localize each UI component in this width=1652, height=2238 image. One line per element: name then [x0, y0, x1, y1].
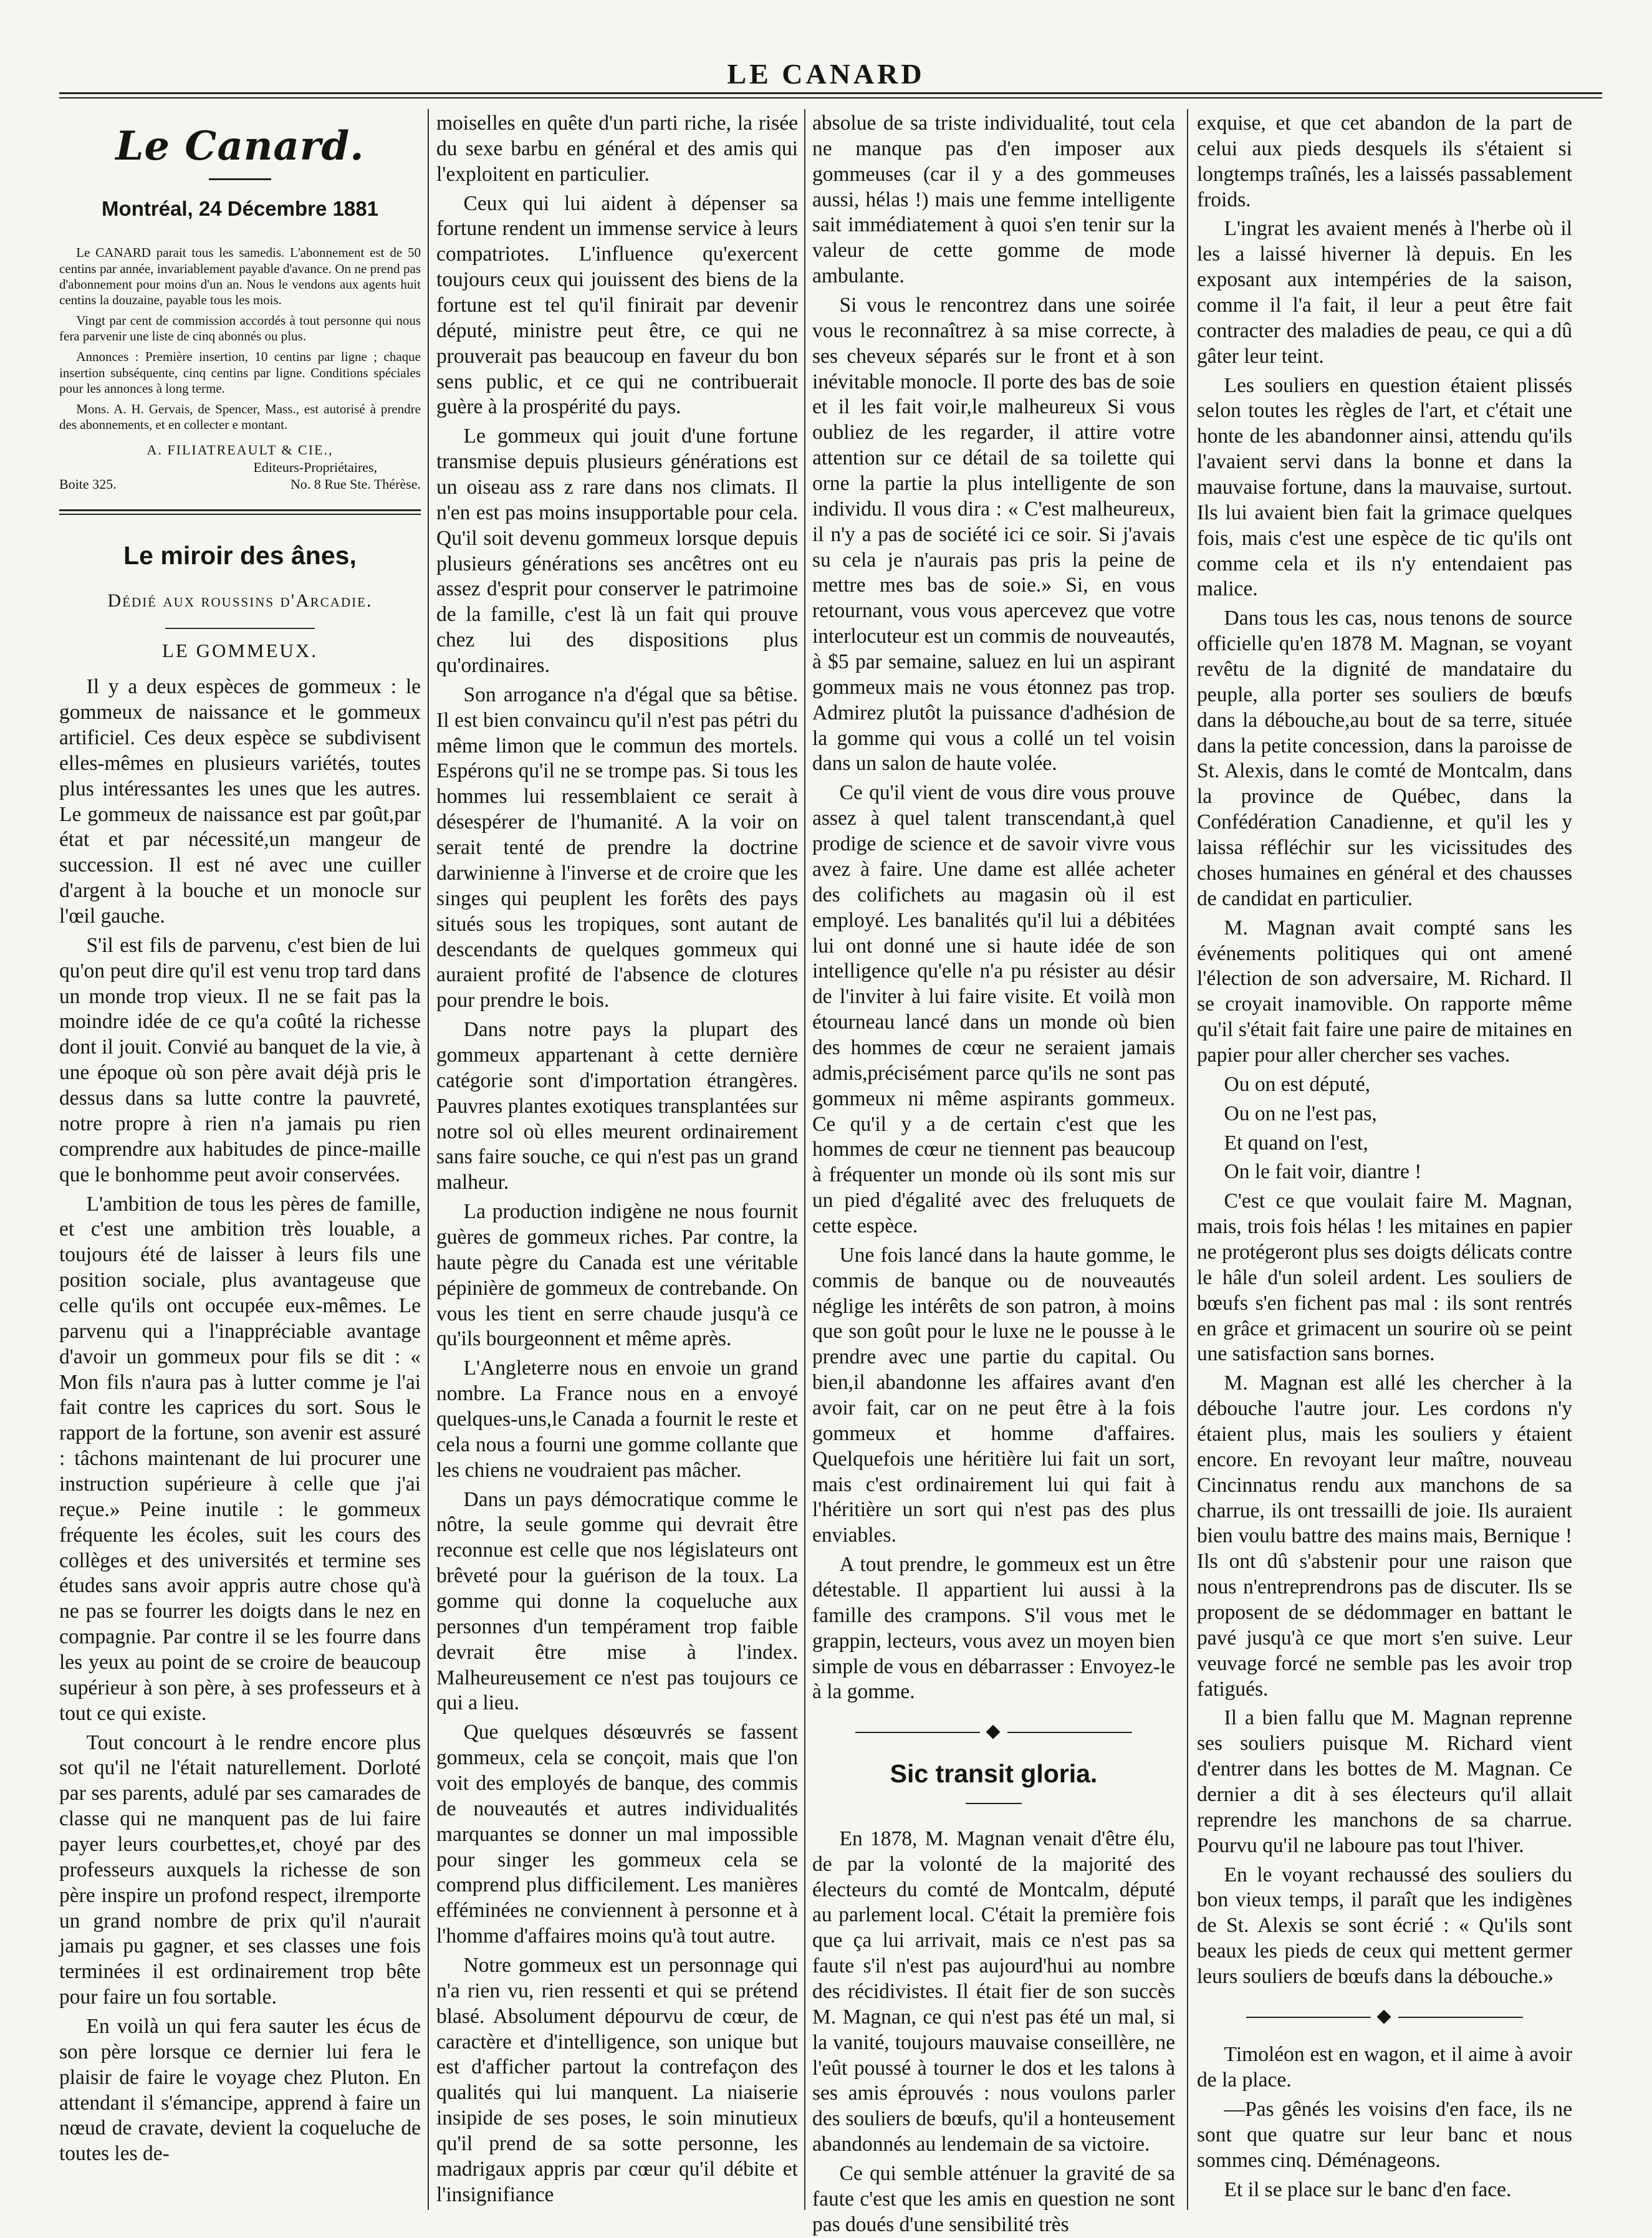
- subscription-paragraph: Mons. A. H. Gervais, de Spencer, Mass., est autorisé à prendre des abonnements, et en collecter e montant.: [59, 401, 421, 433]
- title-rule: [966, 1803, 1022, 1804]
- column-divider: [428, 109, 429, 2210]
- article-paragraph: moiselles en quête d'un parti riche, la risée du sexe barbu en général et des amis qui l'exploitent en particulier.: [436, 112, 798, 186]
- article-paragraph: —Pas gênés les voisins d'en face, ils ne sont que quatre sur leur banc et nous sommes cinq. Déménageons.: [1197, 2098, 1572, 2172]
- article-paragraph: Si vous le rencontrez dans une soirée vous le reconnaîtrez à sa mise correcte, à ses cheveux séparés sur le front et à son inévitable monocle. Il porte des bas de soie et il les fait voir,le malheureux Si vous oubliez de les regarder, il attire votre attention sur ce détail de sa toilette qui orne la partie la plus intelligente de son individu. Il vous dira : « C'est malheureux, il n'y a pas de société ici ce soir. Si j'avais su cela je n'aurais pas pris la peine de mettre mes bas de soie.» Si, en vous retournant, vous vous apercevez que votre interlocuteur est un commis de nouveautés, à $5 par semaine, saluez en lui un aspirant gommeux mais ne vous étonnez pas trop. Admirez plutôt la puissance d'adhésion de la gomme qui vous a collé un tel voisin dans un salon de haute volée.: [812, 294, 1175, 776]
- verse-line: Ou on ne l'est pas,: [1224, 1102, 1377, 1125]
- article-paragraph: A tout prendre, le gommeux est un être détestable. Il appartient lui aussi à la famille des crampons. S'il vous met le grappin, lecteurs, vous avez un moyen bien simple de vous en débarrasser : Envoyez-le à la gomme.: [812, 1553, 1175, 1704]
- article-paragraph: L'ingrat les avaient menés à l'herbe où il les a laissé hiverner là depuis. En les exposant aux intempéries de la saison, comme il l'a fait, il leur a peut être fait contracter des maladies de peau, ce qui a dû gâter leur teint.: [1197, 217, 1572, 368]
- article-paragraph: Son arrogance n'a d'égal que sa bêtise. Il est bien convaincu qu'il n'est pas pétri du même limon que le commun des mortels. Espérons qu'il ne se trompe pas. Si tous les hommes lui ressemblaient ce serait à désespérer de l'humanité. A la voir on serait tenté de prendre la doctrine darwinienne à l'inverse et de croire que les singes qui peuplent les forêts des pays situés sous les tropiques, sont autant de descendants de quelques gommeux qui auraient profité de l'absence de clotures pour prendre le bois.: [436, 683, 798, 1012]
- subscription-paragraph: Le CANARD parait tous les samedis. L'abonnement est de 50 centins par année, invariablement payable d'avance. On ne prend pas d'abonnement pour moins d'un an. Nous le vendons aux agents huit centins la douzaine, payable tous les mois.: [59, 245, 421, 307]
- article-paragraph: Notre gommeux est un personnage qui n'a rien vu, rien ressenti et qui se prétend blasé. Absolument dépourvu de cœur, de caractère et d'intelligence, son unique but est d'afficher partout la contrefaçon des qualités qui lui manquent. La niaiserie insipide de ses poses, le soin minutieux qu'il prend de sa sotte personne, les madrigaux appris par cœur qu'il débite et l'insignifiance: [436, 1954, 798, 2206]
- header-rule: [59, 97, 1602, 98]
- subscription-paragraph: Annonces : Première insertion, 10 centins par ligne ; chaque insertion subséquente, cinq centins par ligne. Conditions spéciales pour les annonces à long terme.: [59, 349, 421, 396]
- column-3: [812, 111, 1175, 2236]
- masthead: Le Canard.: [115, 123, 365, 170]
- column-1: [59, 111, 421, 2206]
- article-paragraph: L'Angleterre nous en envoie un grand nombre. La France nous en a envoyé quelques-uns,le Canada a fournit le reste et cela nous a fourni une gomme collante que les chiens ne voudraient pas mâcher.: [436, 1357, 798, 1482]
- article-paragraph: Que quelques désœuvrés se fassent gommeux, cela se conçoit, mais que l'on voit des employés de banque, des commis de nouveautés et autres individualités marquantes se donner un mal impossible pour singer les gommeux cela se comprend plus difficilement. Les manières efféminées ne conviennent à personne et à l'homme d'affaires moins qu'à tout autre.: [436, 1721, 798, 1948]
- article-dedication: Dédié aux roussins d'Arcadie.: [107, 590, 373, 611]
- running-head: LE CANARD: [727, 58, 925, 90]
- article-paragraph: Ceux qui lui aident à dépenser sa fortune rendent un immense service à leurs compatriotes. L'influence qu'exercent toujours ceux qui jouissent des biens de la fortune est tel qu'il finirait par devenir député, ministre peut être, ce qui ne prouverait pas beaucoup en faveur du bon sens public, et ce qui ne contribuerait guère à la prospérité du pays.: [436, 191, 798, 419]
- article-paragraph: S'il est fils de parvenu, c'est bien de lui qu'on peut dire qu'il est venu trop tard dans un monde trop vieux. Il ne se fait pas la moindre idée de ce qu'a coûté la richesse dont il jouit. Convié au banquet de la vie, à une époque où son père avait déjà pris le dessus dans sa lutte contre la pauvreté, notre propre à rien n'a jamais pu rien comprendre aux habitudes de pince-maille que le bonhomme peut avoir conservées.: [59, 933, 421, 1186]
- article-paragraph: En le voyant rechaussé des souliers du bon vieux temps, il paraît que les indigènes de St. Alexis se sont écrié : « Qu'ils sont beaux les pieds de ceux qui mettent germer leurs souliers de bœufs dans la débouche.»: [1197, 1863, 1572, 1989]
- subscription-notice: [59, 245, 421, 433]
- article-title: Sic transit gloria.: [890, 1759, 1098, 1788]
- article-title: Le miroir des ânes,: [123, 540, 357, 570]
- subscription-paragraph: Vingt par cent de commission accordés à tout personne qui nous fera parvenir une liste de cinq abonnés ou plus.: [59, 313, 421, 344]
- dateline: Montréal, 24 Décembre 1881: [102, 197, 378, 221]
- article-paragraph: L'ambition de tous les pères de famille, et c'est une ambition très louable, a toujours été de laisser à leurs fils une position sociale, plus avantageuse que celle qu'ils ont occupée eux-mêmes. Le parvenu qui a l'inappréciable avantage d'avoir un gommeux pour fils se dit : « Mon fils n'aura pas à lutter comme je l'ai fait contre les caprices du sort. Sous le rapport de la fortune, son avenir est assuré : tâchons maintenant de lui procurer une instruction supérieure à celle que j'ai reçue.» Peine inutile : le gommeux fréquente les écoles, suit les cours des collèges et des universités et termine ses études sans avoir appris autre chose qu'à ne pas se fourrer les doigts dans le nez en compagnie. Par contre il se les fourre dans les yeux au point de se croire de beaucoup supérieur à son père, à ses professeurs et à tout ce qui existe.: [59, 1192, 421, 1725]
- section-divider: [59, 509, 421, 515]
- publisher-name: A. FILIATREAULT & CIE.,: [146, 442, 334, 458]
- article-paragraph: Le gommeux qui jouit d'une fortune transmise depuis plusieurs générations est un oiseau ass z rare dans nos climats. Il n'en est pas moins insupportable pour cela. Qu'il soit devenu gommeux lorsque depuis plusieurs générations ses ancêtres ont eu assez d'esprit pour conserver le patrimoine de la famille, c'est là un fait qui prouve chez lui des dispositions plus qu'ordinaires.: [436, 425, 798, 678]
- verse-line: On le fait voir, diantre !: [1224, 1160, 1422, 1184]
- article-paragraph: Une fois lancé dans la haute gomme, le commis de banque ou de nouveautés néglige les intérêts de son patron, à moins que son goût pour le luxe ne le pousse à le prendre avec une partie du capital. Ou bien,il abandonne les affaires avant d'en avoir fait, car on ne peut être à la fois gommeux et homme d'affaires. Quelquefois une héritière lui fait un sort, mais c'est ordinairement lui qui fait à l'héritière un sort qui n'est pas des plus enviables.: [812, 1243, 1175, 1547]
- publisher-title: Editeurs-Propriétaires,: [253, 459, 377, 475]
- article-paragraph: Il y a deux espèces de gommeux : le gommeux de naissance et le gommeux artificiel. Ces deux espèce se subdivisent elles-mêmes en plusieurs variétés, toutes plus intéressantes les unes que les autres. Le gommeux de naissance est par goût,par état et par nécessité,un mangeur de succession. Il est né avec une cuiller d'argent à la bouche et un monocle sur l'œil gauche.: [59, 675, 421, 928]
- publisher-block: [59, 441, 421, 493]
- ornament-divider: ◆: [1197, 2005, 1572, 2028]
- ornament-divider: ◆: [812, 1720, 1175, 1743]
- article-paragraph: M. Magnan avait compté sans les événements politiques qui ont amené l'élection de son adversaire, M. Richard. Il se croyait inamovible. On rapporte même qu'il s'était fait faire une paire de mitaines en papier pour aller chercher ses vaches.: [1197, 916, 1572, 1067]
- column-4: [1197, 111, 1572, 2206]
- article-paragraph: Les souliers en question étaient plissés selon toutes les règles de l'art, et c'était une honte de les abandonner ainsi, attendu qu'ils l'avaient servi dans la bonne et dans la mauvaise fortune, dans la mauvaise, surtout. Ils lui avaient bien fait la grimace quelques fois, mais c'est une espèce de tic qu'ils ont comme cela et ils n'y entendaient pas malice.: [1197, 373, 1572, 601]
- header-rule: [59, 92, 1602, 94]
- publisher-address: No. 8 Rue Ste. Thérèse.: [290, 476, 421, 492]
- article-paragraph: C'est ce que voulait faire M. Magnan, mais, trois fois hélas ! les mitaines en papier ne protégeront plus ses doigts délicats contre le hâle d'un soleil ardent. Les souliers de bœufs s'en fichent pas mal : ils sont rentrés en grâce et grimacent un sourire où se peint une satisfaction sans bornes.: [1197, 1189, 1572, 1366]
- article-paragraph: La production indigène ne nous fournit guères de gommeux riches. Par contre, la haute pègre du Canada est une véritable pépinière de gommeux de contrebande. On vous les tient en serre chaude jusqu'à ce qu'ils bourgeonnent et même après.: [436, 1200, 798, 1351]
- article-paragraph: Dans notre pays la plupart des gommeux appartenant à cette dernière catégorie sont d'importation étrangères. Pauvres plantes exotiques transplantées sur notre sol où elles meurent ordinairement sans faire souche, ce qui n'est pas un grand malheur.: [436, 1018, 798, 1194]
- publisher-box: Boite 325.: [59, 476, 117, 492]
- column-divider: [1187, 109, 1188, 2210]
- column-divider: [804, 109, 805, 2210]
- article-paragraph: En 1878, M. Magnan venait d'être élu, de par la volonté de la majorité des électeurs du comté de Montcalm, député au parlement local. C'était la première fois que ça lui arrivait, mais ce n'est pas sa faute s'il n'est pas aujourd'hui au nombre des récidivistes. Il était fier de son succès M. Magnan, ce qui n'est pas été un mal, si la vanité, toujours mauvaise conseillère, ne l'eût poussé à tourner le dos et les talons à ses amis éprouvés : nous voulons parler des souliers de bœufs, qu'il a honteusement abandonnés au lendemain de sa victoire.: [812, 1827, 1175, 2156]
- article-paragraph: exquise, et que cet abandon de la part de celui aux pieds desquels ils s'étaient si longtemps traînés, les a laissés passablement froids.: [1197, 112, 1572, 211]
- article-paragraph: Ce qui semble atténuer la gravité de sa faute c'est que les amis en question ne sont pas doués d'une sensibilité très: [812, 2162, 1175, 2236]
- masthead-rule: [209, 178, 271, 180]
- column-2: [436, 111, 798, 2206]
- article-paragraph: M. Magnan est allé les chercher à la débouche l'autre jour. Les cordons n'y étaient plus, mais les souliers y étaient encore. En revoyant leur maître, nouveau Cincinnatus rendu aux manchons de sa charrue, ils ont tressailli de joie. Ils auraient bien voulu battre des mains mais, Bernique ! Ils ont dû s'abstenir pour une raison que nous n'entreprendrons pas de discuter. Ils se proposent de se dédommager en battant le pavé jusqu'à ce que mort s'en suive. Leur veuvage forcé ne semble pas les avoir trop fatigués.: [1197, 1371, 1572, 1701]
- article-paragraph: Dans tous les cas, nous tenons de source officielle qu'en 1878 M. Magnan, se voyant revêtu de la dignité de mandataire du peuple, alla porter ses souliers de bœufs dans la débouche,au bout de sa terre, située dans la petite concession, dans la paroisse de St. Alexis, dans le comté de Montcalm, dans la province de Québec, dans la Confédération Canadienne, et qu'il les y laissa réfléchir sur les vicissitudes des choses humaines en général et des chausses de candidat en particulier.: [1197, 607, 1572, 910]
- article-paragraph: Et il se place sur le banc d'en face.: [1224, 2178, 1512, 2201]
- article-paragraph: En voilà un qui fera sauter les écus de son père lorsque ce dernier lui fera le plaisir de faire le voyage chez Pluton. En attendant il s'émancipe, apprend à faire un nœud de cravate, devient la coqueluche de toutes les de-: [59, 2015, 421, 2166]
- subtitle-rule: [165, 628, 315, 629]
- article-paragraph: Il a bien fallu que M. Magnan reprenne ses souliers puisque M. Richard vient d'entrer dans les bottes de M. Magnan. Ce dernier a dit à ses électeurs qu'il allait reprendre les manchons de sa charrue. Pourvu qu'il ne laboure pas tout l'hiver.: [1197, 1706, 1572, 1857]
- verse-line: Ou on est député,: [1224, 1072, 1370, 1096]
- article-paragraph: absolue de sa triste individualité, tout cela ne manque pas d'en imposer aux gommeuses (car il y a des gommeuses aussi, hélas !) mais une femme intelligente sait immédiatement à quoi s'en tenir sur la valeur de cette gomme de mode ambulante.: [812, 112, 1175, 288]
- article-paragraph: Dans un pays démocratique comme le nôtre, la seule gomme qui devrait être reconnue est celle que nos législateurs ont brêveté pour la guérison de la toux. La gomme qui donne la coqueluche aux personnes d'un tempérament trop faible devrait être mise à l'index. Malheureusement ce n'est pas toujours ce qui a lieu.: [436, 1487, 798, 1715]
- article-paragraph: Ce qu'il vient de vous dire vous prouve assez à quel talent transcendant,à quel prodige de science et de savoir vivre vous avez à faire. Une dame est allée acheter des colifichets au magasin où il est employé. Les banalités qu'il lui a débitées lui ont donné une si haute idée de son intelligence qu'elle n'a pu résister au désir de l'inviter à lui faire visite. Et voilà mon étourneau lancé dans un monde où bien des hommes de cœur ne seraient jamais admis,précisément parce qu'ils ne sont pas gommeux ni même aspirants gommeux. Ce qu'il y a de certain c'est que les hommes de cœur ne tiennent pas beaucoup à fréquenter un monde où ils sont mis sur un pied d'égalité avec des freluquets de cette espèce.: [812, 781, 1175, 1237]
- article-paragraph: Tout concourt à le rendre encore plus sot qu'il ne l'était naturellement. Dorloté par ses parents, adulé par ses camarades de classe qui ne manquent pas de lui faire payer leurs courbettes,et, choyé par des professeurs auxquels la richesse de son père inspire un profond respect, ilremporte un grand nombre de prix qu'il n'aurait jamais pu gagner, et ses classes une fois terminées il est ordinairement trop bête pour faire un fou sortable.: [59, 1731, 421, 2009]
- verse-line: Et quand on l'est,: [1224, 1131, 1368, 1155]
- article-subtitle: LE GOMMEUX.: [162, 639, 318, 661]
- article-paragraph: Timoléon est en wagon, et il aime à avoir de la place.: [1197, 2043, 1572, 2092]
